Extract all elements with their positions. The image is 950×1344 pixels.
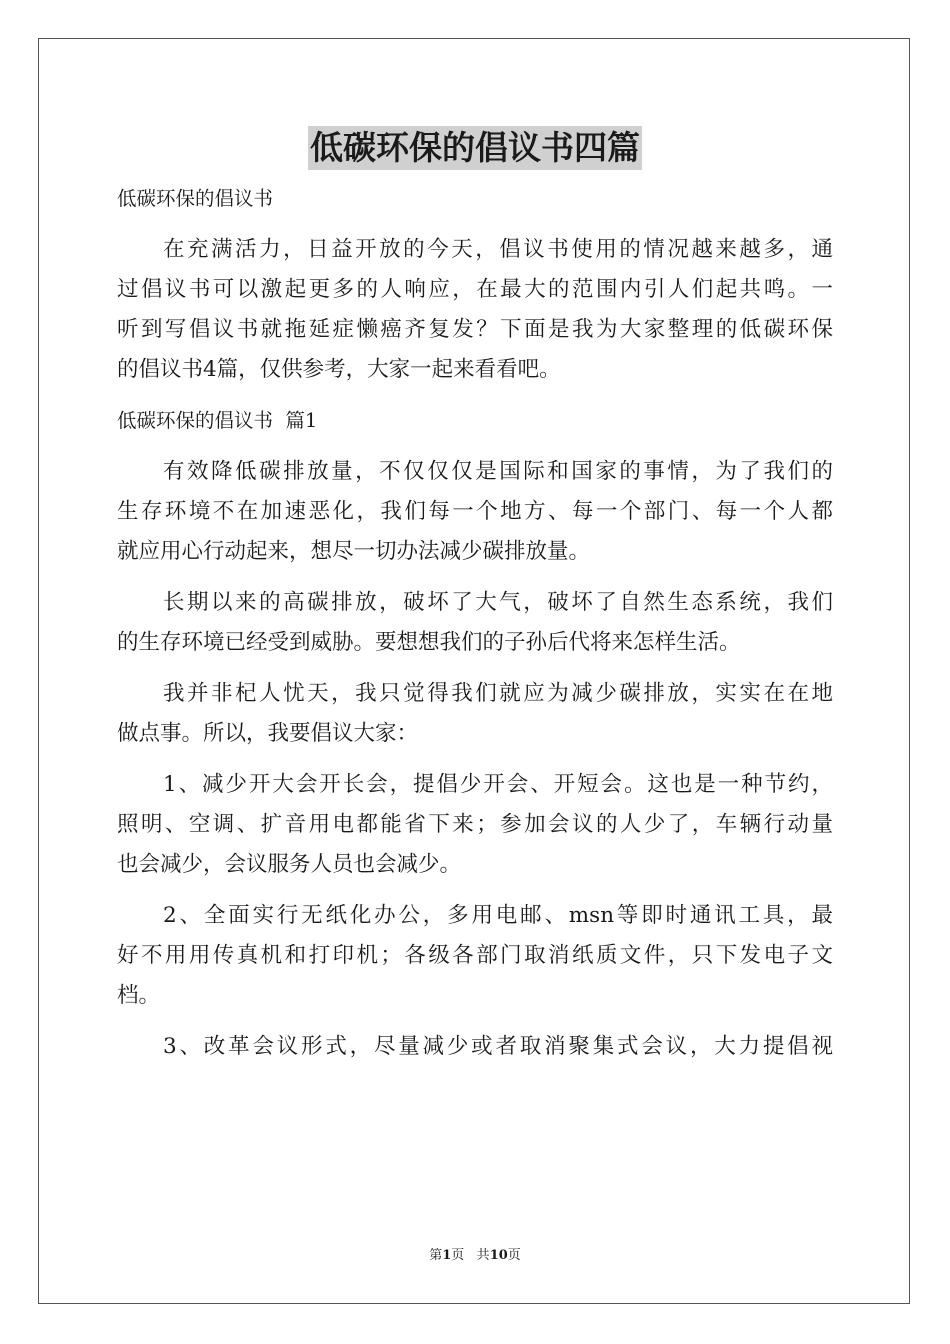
text-line: 2、全面实行无纸化办公，多用电邮、msn等即时通讯工具，最 — [163, 903, 833, 928]
intro-paragraph — [117, 230, 833, 390]
text-line: 就应用心行动起来，想尽一切办法减少碳排放量。 — [117, 539, 591, 564]
paragraph-3 — [117, 674, 833, 754]
text-line: 的生存环境已经受到威胁。要想想我们的子孙后代将来怎样生活。 — [117, 630, 741, 655]
text-line: 过倡议书可以激起更多的人响应，在最大的范围内引人们起共鸣。一 — [117, 277, 833, 302]
text-line: 3、改革会议形式，尽量减少或者取消聚集式会议，大力提倡视 — [163, 1034, 833, 1059]
text-line: 照明、空调、扩音用电都能省下来；参加会议的人少了，车辆行动量 — [117, 812, 833, 837]
text-line: 生存环境不在加速恶化，我们每一个地方、每一个部门、每一个人都 — [117, 499, 833, 524]
document-title: 低碳环保的倡议书四篇 — [308, 126, 642, 170]
text-line: 1、减少开大会开长会，提倡少开会、开短会。这也是一种节约， — [163, 772, 833, 797]
text-line: 也会减少，会议服务人员也会减少。 — [117, 852, 462, 877]
page-prefix: 第 — [429, 1248, 443, 1263]
title-container — [0, 126, 950, 170]
text-line: 的倡议书4篇，仅供参考，大家一起来看看吧。 — [117, 357, 561, 382]
paragraph-1 — [117, 452, 833, 572]
text-line: 听到写倡议书就拖延症懒癌齐复发？下面是我为大家整理的低碳环保 — [117, 317, 833, 342]
text-line: 好不用用传真机和打印机；各级各部门取消纸质文件，只下发电子文 — [117, 943, 833, 968]
page-suffix: 页 — [451, 1248, 465, 1263]
page-number: 1 — [442, 1248, 452, 1263]
section-heading: 低碳环保的倡议书 篇1 — [117, 409, 318, 432]
text-line: 我并非杞人忧天，我只觉得我们就应为减少碳排放，实实在在地 — [163, 681, 833, 706]
paragraph-2 — [117, 583, 833, 663]
paragraph-6 — [117, 1027, 833, 1067]
document-subtitle: 低碳环保的倡议书 — [117, 187, 274, 210]
text-line: 在充满活力，日益开放的今天，倡议书使用的情况越来越多，通 — [163, 237, 833, 262]
document-body — [117, 179, 833, 1078]
text-line: 档。 — [117, 983, 161, 1008]
text-line: 做点事。所以，我要倡议大家： — [117, 721, 419, 746]
paragraph-4 — [117, 765, 833, 885]
text-line: 有效降低碳排放量，不仅仅仅是国际和国家的事情，为了我们的 — [163, 459, 833, 484]
text-line: 长期以来的高碳排放，破坏了大气，破坏了自然生态系统，我们 — [163, 590, 833, 615]
paragraph-5 — [117, 896, 833, 1016]
total-prefix: 共 — [476, 1248, 490, 1263]
total-suffix: 页 — [507, 1248, 521, 1263]
total-pages: 10 — [489, 1248, 508, 1263]
page-footer — [0, 1246, 950, 1266]
